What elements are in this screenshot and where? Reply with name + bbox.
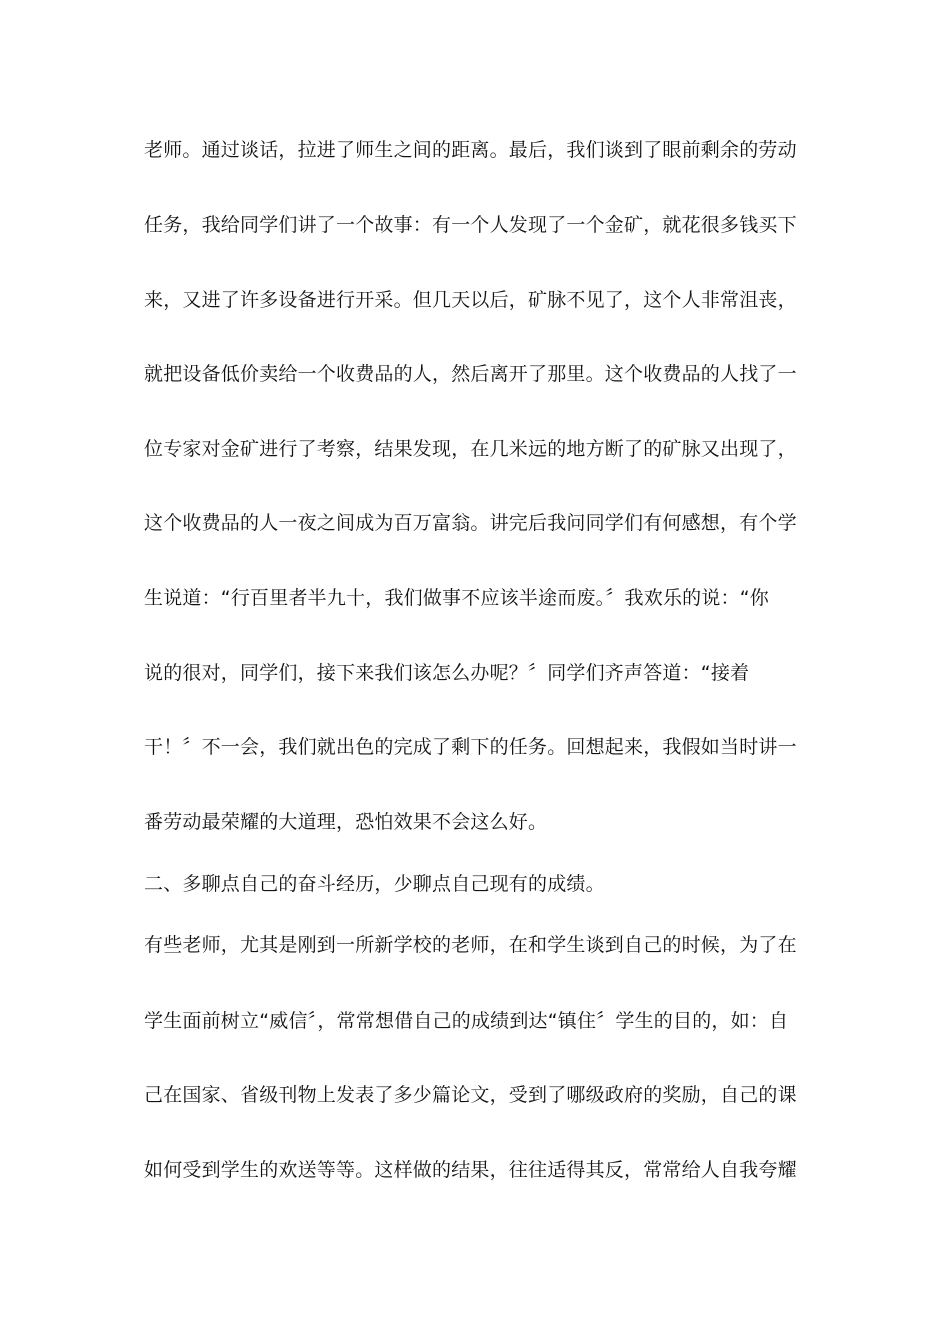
text-line: 学生面前树立“威信〞，常常想借自己的成绩到达“镇住〞学生的目的，如：自 [144, 1010, 789, 1032]
text-line: 己在国家、省级刊物上发表了多少篇论文，受到了哪级政府的奖励，自己的课 [144, 1084, 797, 1106]
text-line: 番劳动最荣耀的大道理，恐怕效果不会这么好。 [144, 811, 548, 833]
section-heading: 二、多聊点自己的奋斗经历，少聊点自己现有的成绩。 [144, 873, 605, 895]
text-line: 这个收费品的人一夜之间成为百万富翁。讲完后我问同学们有何感想，有个学 [144, 512, 797, 534]
text-line: 老师。通过谈话，拉进了师生之间的距离。最后，我们谈到了眼前剩余的劳动 [144, 139, 797, 161]
text-line: 如何受到学生的欢送等等。这样做的结果，往往适得其反，常常给人自我夸耀 [144, 1159, 797, 1181]
text-line: 位专家对金矿进行了考察，结果发现，在几米远的地方断了的矿脉又出现了， [144, 438, 797, 460]
text-line: 任务，我给同学们讲了一个故事：有一个人发现了一个金矿，就花很多钱买下 [144, 214, 797, 236]
text-line: 说的很对，同学们，接下来我们该怎么办呢？〞同学们齐声答道：“接着 [144, 662, 750, 684]
text-line: 就把设备低价卖给一个收费品的人，然后离开了那里。这个收费品的人找了一 [144, 363, 797, 385]
text-line: 来，又进了许多设备进行开采。但几天以后，矿脉不见了，这个人非常沮丧， [144, 289, 797, 311]
text-line: 有些老师，尤其是刚到一所新学校的老师，在和学生谈到自己的时候，为了在 [144, 934, 797, 956]
text-line: 生说道：“行百里者半九十，我们做事不应该半途而废。〞我欢乐的说：“你 [144, 587, 769, 609]
text-line: 干！〞不一会，我们就出色的完成了剩下的任务。回想起来，我假如当时讲一 [144, 736, 797, 758]
